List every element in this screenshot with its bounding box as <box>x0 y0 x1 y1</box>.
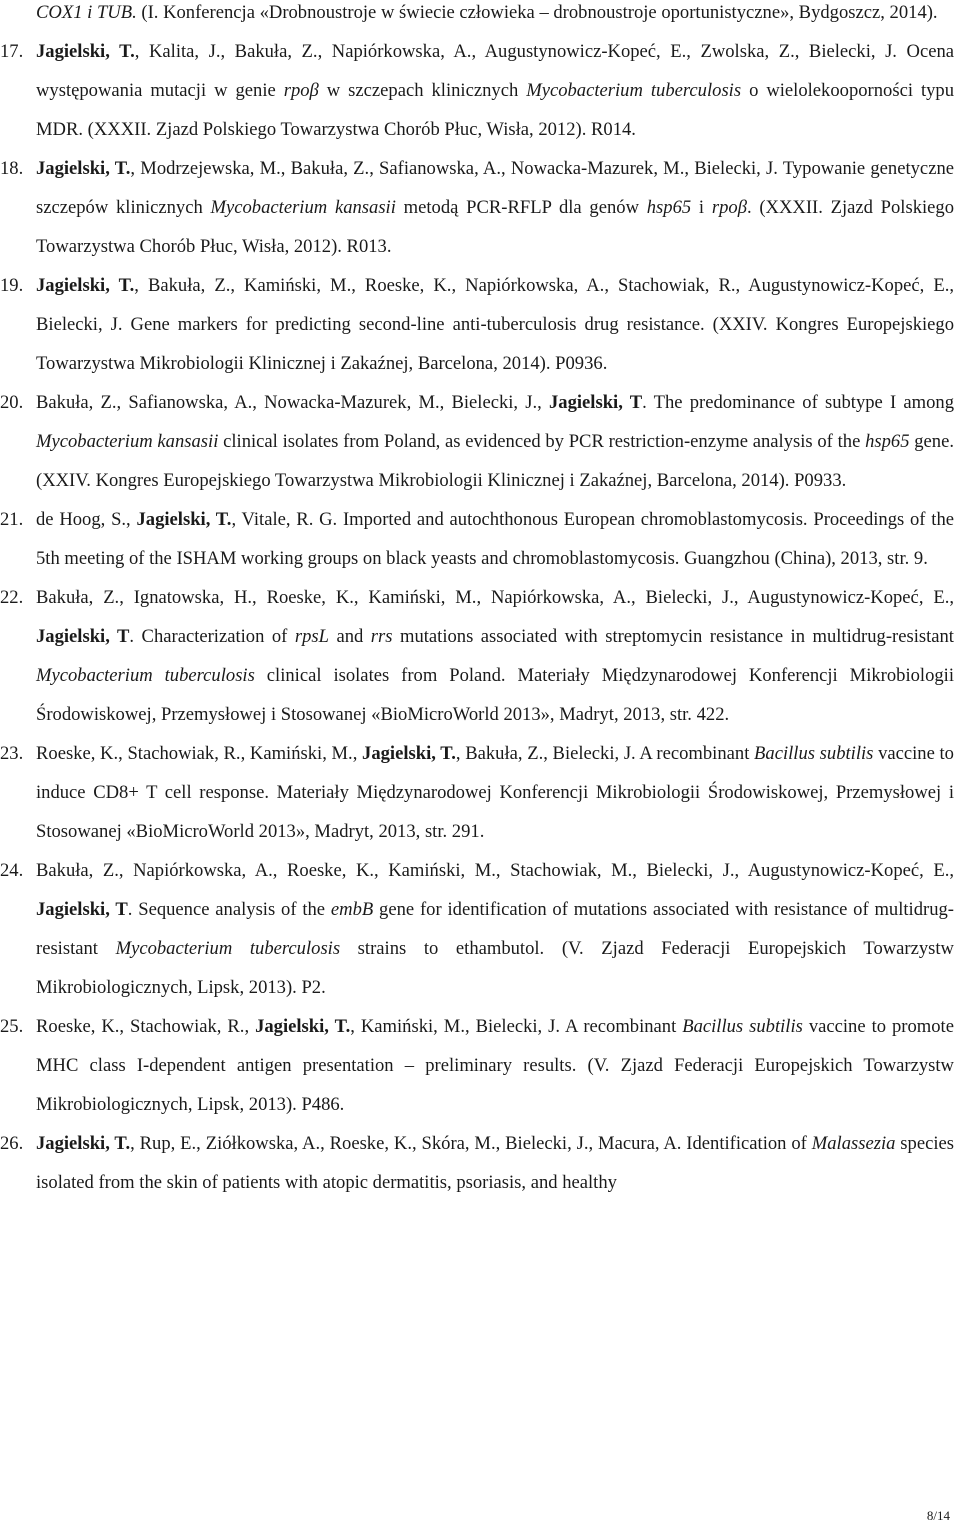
reference-segment: Bakuła, Z., Safianowska, A., Nowacka-Mazurek, M., Bielecki, J., <box>36 392 549 413</box>
reference-segment: gene for identification of mutations associated with resistance of multidrug-resistant <box>36 899 954 959</box>
reference-number: 23. <box>0 743 24 764</box>
reference-text <box>36 851 954 1007</box>
reference-entry <box>0 851 954 1007</box>
reference-text <box>36 1124 954 1202</box>
italic-term: Mycobacterium tuberculosis <box>36 665 255 686</box>
reference-segment: species isolated from the skin of patients with atopic dermatitis, psoriasis, and healthy <box>36 1133 955 1193</box>
italic-term: embB <box>330 899 374 920</box>
italic-term: Mycobacterium kansasii <box>210 197 396 218</box>
reference-segment: gene. (XXIV. Kongres Europejskiego Towarzystwa Mikrobiologii Klinicznej i Zakaźnej, Barcelona, 2014). P0933. <box>36 431 954 491</box>
author-highlight: Jagielski, T. <box>136 509 232 530</box>
reference-text <box>36 734 954 851</box>
reference-segment: vaccine to induce CD8+ T cell response. Materiały Międzynarodowej Konferencji Mikrobiologii Środowiskowej, Przemysłowej i Stosowanej «BioMicroWorld 2013», Madryt, 2013, str. 291. <box>36 743 954 842</box>
reference-segment: strains to ethambutol. (V. Zjazd Federacji Europejskich Towarzystw Mikrobiologicznych, Lipsk, 2013). P2. <box>36 938 954 998</box>
reference-segment: , Modrzejewska, M., Bakuła, Z., Safianowska, A., Nowacka-Mazurek, M., Bielecki, J. Typowanie genetyczne szczepów klinicznych <box>36 158 954 218</box>
reference-segment: metodą PCR-RFLP dla genów <box>395 197 647 218</box>
reference-segment: . Characterization of <box>129 626 295 647</box>
reference-segment: and <box>328 626 371 647</box>
italic-term: rpsL <box>294 626 329 647</box>
reference-segment: , Vitale, R. G. Imported and autochthonous European chromoblastomycosis. Proceedings of the 5th meeting of the ISHAM working groups on black yeasts and chromoblastomycosis. Guangzhou (China), 2013, str. 9. <box>36 509 954 569</box>
reference-segment: o wielolekooporności typu MDR. (XXXII. Zjazd Polskiego Towarzystwa Chorób Płuc, Wisła, 2012). R014. <box>36 80 955 140</box>
reference-entry <box>0 734 954 851</box>
reference-text <box>36 383 954 500</box>
italic-term: Mycobacterium kansasii <box>36 431 219 452</box>
reference-entry <box>0 32 955 149</box>
author-highlight: Jagielski, T. <box>255 1016 351 1037</box>
italic-term: rrs <box>370 626 393 647</box>
italic-term: Malassezia <box>811 1133 896 1154</box>
reference-segment: Bakuła, Z., Ignatowska, H., Roeske, K., Kamiński, M., Napiórkowska, A., Bielecki, J., Augustynowicz-Kopeć, E., <box>36 587 954 608</box>
reference-segment: . The predominance of subtype I among <box>642 392 954 413</box>
reference-segment: (I. Konferencja «Drobnoustroje w świecie człowieka – drobnoustroje oportunistyczne», Bydgoszcz, 2014). <box>136 2 938 23</box>
reference-segment: Bakuła, Z., Napiórkowska, A., Roeske, K., Kamiński, M., Stachowiak, M., Bielecki, J., Augustynowicz-Kopeć, E., <box>36 860 954 881</box>
italic-term: rpoβ <box>711 197 747 218</box>
italic-term: TUB. <box>96 2 137 23</box>
author-highlight: Jagielski, T. <box>36 158 131 179</box>
reference-segment: de Hoog, S., <box>36 509 137 530</box>
reference-entry <box>0 500 954 578</box>
italic-term: Bacillus subtilis <box>682 1016 803 1037</box>
italic-term: COX1 <box>36 2 83 23</box>
author-highlight: Jagielski, T <box>549 392 643 413</box>
reference-segment: i <box>691 197 712 218</box>
reference-segment: clinical isolates from Poland, as evidenced by PCR restriction-enzyme analysis of the <box>218 431 866 452</box>
author-highlight: Jagielski, T <box>36 626 130 647</box>
reference-number: 26. <box>0 1133 24 1154</box>
reference-entry <box>0 266 954 383</box>
author-highlight: Jagielski, T. <box>362 743 456 764</box>
reference-entry <box>36 0 954 32</box>
reference-number: 21. <box>0 509 24 530</box>
italic-term: rpoβ <box>283 80 319 101</box>
reference-number: 25. <box>0 1016 24 1037</box>
reference-entry <box>0 383 954 500</box>
italic-term: Mycobacterium tuberculosis <box>115 938 341 959</box>
reference-segment: , Kalita, J., Bakuła, Z., Napiórkowska, A., Augustynowicz-Kopeć, E., Zwolska, Z., Bielecki, J. Ocena występowania mutacji w genie <box>36 41 954 101</box>
reference-segment: vaccine to promote MHC class I-dependent antigen presentation – preliminary results. (V. Zjazd Federacji Europejskich Towarzystw Mikrobiologicznych, Lipsk, 2013). P486. <box>36 1016 954 1115</box>
page-number: 8/14 <box>926 1508 950 1523</box>
reference-number: 17. <box>0 41 24 62</box>
reference-segment: clinical isolates from Poland. Materiały Międzynarodowej Konferencji Mikrobiologii Środowiskowej, Przemysłowej i Stosowanej «BioMicroWorld 2013», Madryt, 2013, str. 422. <box>36 665 954 725</box>
reference-text <box>36 500 954 578</box>
reference-segment: w szczepach klinicznych <box>318 80 527 101</box>
italic-term: Mycobacterium tuberculosis <box>526 80 742 101</box>
reference-number: 19. <box>0 275 24 296</box>
italic-term: hsp65 <box>865 431 910 452</box>
reference-entry <box>0 149 955 266</box>
reference-text <box>36 1007 954 1124</box>
reference-segment: . (XXXII. Zjazd Polskiego Towarzystwa Chorób Płuc, Wisła, 2012). R013. <box>36 197 955 257</box>
reference-segment: mutations associated with streptomycin resistance in multidrug-resistant <box>392 626 954 647</box>
reference-number: 18. <box>0 158 24 179</box>
reference-text <box>36 149 954 266</box>
italic-term: i <box>82 2 97 23</box>
italic-term: Bacillus subtilis <box>754 743 874 764</box>
reference-number: 22. <box>0 587 24 608</box>
reference-segment: Roeske, K., Stachowiak, R., Kamiński, M., <box>36 743 363 764</box>
italic-term: hsp65 <box>646 197 692 218</box>
reference-segment: , Rup, E., Ziółkowska, A., Roeske, K., Skóra, M., Bielecki, J., Macura, A. Identification of <box>130 1133 812 1154</box>
reference-text <box>36 266 954 383</box>
author-highlight: Jagielski, T <box>36 899 128 920</box>
author-highlight: Jagielski, T. <box>36 275 135 296</box>
reference-text <box>36 0 954 32</box>
reference-text <box>36 578 954 734</box>
reference-text <box>36 32 954 149</box>
reference-entry <box>0 1007 954 1124</box>
reference-segment: Roeske, K., Stachowiak, R., <box>36 1016 256 1037</box>
reference-number: 20. <box>0 392 24 413</box>
reference-segment: , Kamiński, M., Bielecki, J. A recombinant <box>350 1016 683 1037</box>
reference-segment: , Bakuła, Z., Kamiński, M., Roeske, K., Napiórkowska, A., Stachowiak, R., Augustynowicz-Kopeć, E., Bielecki, J. Gene markers for predicting second-line anti-tuberculosis drug resistance. (XXIV. Kongres Europejskiego Towarzystwa Mikrobiologii Klinicznej i Zakaźnej, Barcelona, 2014). P0936. <box>36 275 954 374</box>
reference-segment: . Sequence analysis of the <box>127 899 331 920</box>
reference-number: 24. <box>0 860 24 881</box>
author-highlight: Jagielski, T. <box>36 1133 131 1154</box>
reference-entry <box>0 1124 955 1202</box>
reference-segment: , Bakuła, Z., Bielecki, J. A recombinant <box>455 743 755 764</box>
author-highlight: Jagielski, T. <box>36 41 135 62</box>
reference-entry <box>0 578 954 734</box>
